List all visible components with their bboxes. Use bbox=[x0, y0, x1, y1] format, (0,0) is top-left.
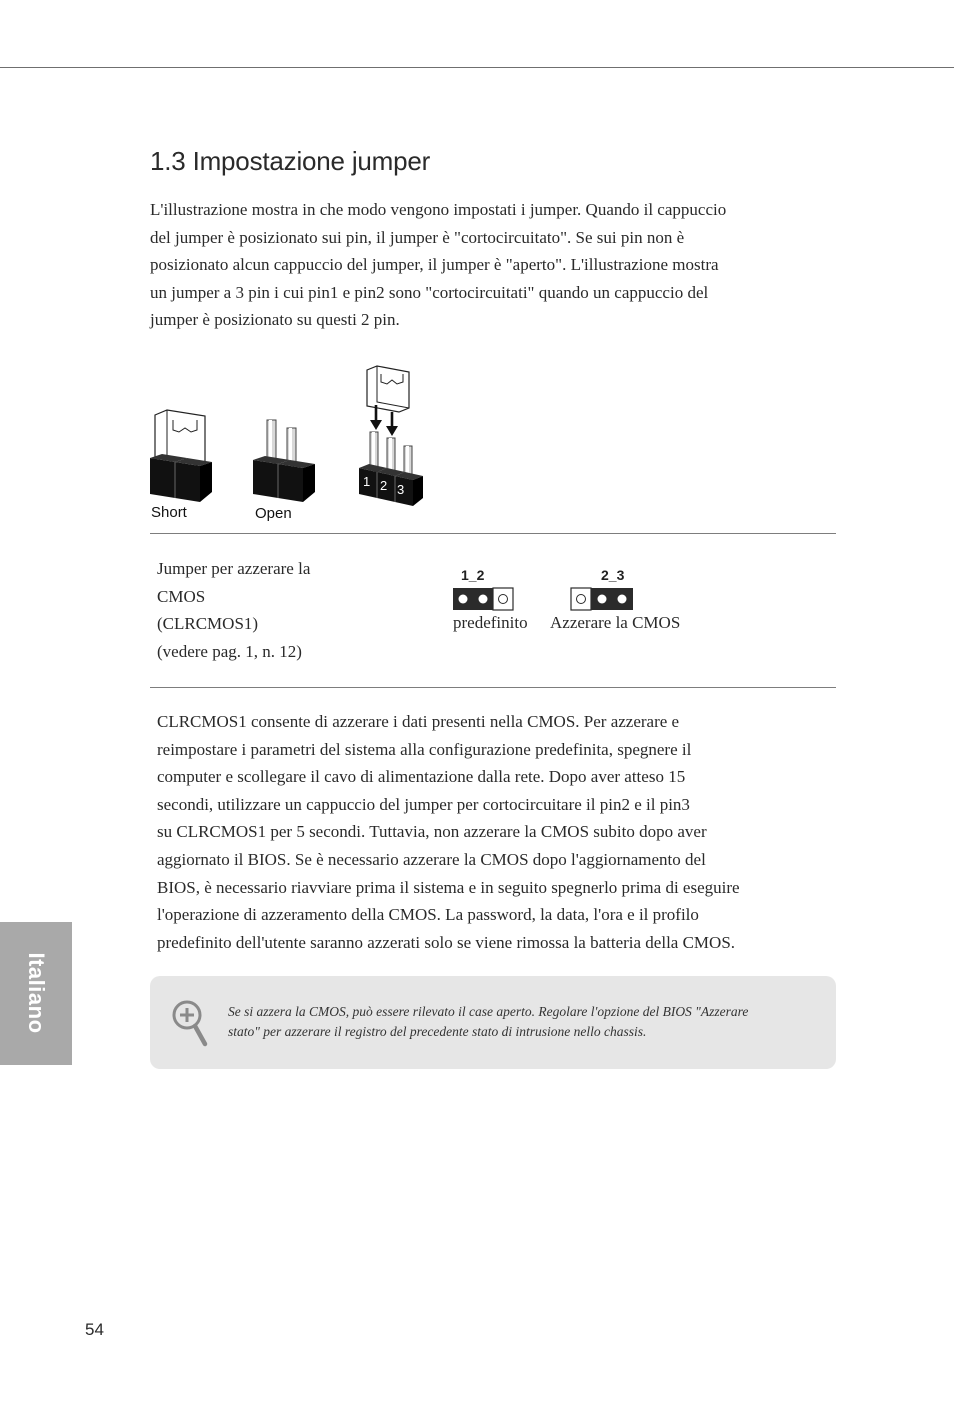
pin-shorted bbox=[598, 595, 607, 604]
body-line: l'operazione di azzeramento della CMOS. La password, la data, l'ora e il profilo bbox=[157, 905, 699, 925]
jumper-label-line: CMOS bbox=[157, 586, 206, 606]
pin-shorted bbox=[618, 595, 627, 604]
body-line: secondi, utilizzare un cappuccio del jumper per cortocircuitare il pin2 e il pin3 bbox=[157, 794, 690, 814]
pin-number-3: 3 bbox=[397, 482, 405, 497]
note-text bbox=[228, 1002, 808, 1042]
pin-title-clear-cmos: 2_3 bbox=[601, 567, 625, 583]
section-title: 1.3 Impostazione jumper bbox=[150, 146, 431, 176]
pin-diagram-clear-cmos bbox=[570, 565, 636, 613]
intro-line: jumper è posizionato su questi 2 pin. bbox=[150, 310, 400, 330]
pin-title-default: 1_2 bbox=[461, 567, 485, 583]
body-paragraph bbox=[157, 708, 797, 956]
intro-line: L'illustrazione mostra in che modo vengono impostati i jumper. Quando il cappuccio bbox=[150, 200, 727, 219]
header-rule bbox=[0, 67, 954, 68]
note-line: stato" per azzerare il registro del precedente stato di intrusione nello chassis. bbox=[228, 1024, 647, 1039]
body-line: BIOS, è necessario riavviare prima il sistema e in seguito spegnerlo prima di eseguire bbox=[157, 877, 740, 897]
jumper-description bbox=[157, 555, 407, 665]
note-line: Se si azzera la CMOS, può essere rilevato il case aperto. Regolare l'opzione del BIOS "Azzerare bbox=[228, 1004, 749, 1019]
jumper-label-line: (vedere pag. 1, n. 12) bbox=[157, 641, 302, 661]
short-label: Short bbox=[151, 504, 187, 521]
intro-paragraph bbox=[150, 196, 790, 334]
body-line: predefinito dell'utente saranno azzerati solo se viene rimossa la batteria della CMOS. bbox=[157, 932, 736, 952]
intro-line: del jumper è posizionato sui pin, il jumper è "cortocircuitato". Se sui pin non è bbox=[150, 227, 685, 247]
pin-shorted bbox=[459, 595, 468, 604]
setting-caption-clear-cmos: Azzerare la CMOS bbox=[550, 613, 681, 632]
pin-number-2: 2 bbox=[380, 478, 388, 493]
pin-number-1: 1 bbox=[363, 474, 371, 489]
open-jumper-figure bbox=[253, 420, 315, 502]
pin-open bbox=[577, 595, 586, 604]
note-box bbox=[150, 976, 836, 1069]
magnifier-plus-icon bbox=[170, 998, 210, 1048]
jumper-illustration bbox=[145, 360, 435, 530]
intro-line: un jumper a 3 pin i cui pin1 e pin2 sono "cortocircuitati" quando un cappuccio del bbox=[150, 282, 709, 302]
language-side-tab bbox=[0, 922, 72, 1065]
jumper-label-line: Jumper per azzerare la bbox=[157, 559, 311, 578]
pin-open bbox=[499, 595, 508, 604]
table-top-rule bbox=[150, 533, 836, 534]
jumper-label-line: (CLRCMOS1) bbox=[157, 614, 259, 634]
jumper-cap bbox=[591, 588, 633, 610]
body-line: su CLRCMOS1 per 5 secondi. Tuttavia, non azzerare la CMOS subito dopo aver bbox=[157, 822, 707, 842]
pin-diagram-default bbox=[452, 565, 518, 613]
intro-line: posizionato alcun cappuccio del jumper, il jumper è "aperto". L'illustrazione mostra bbox=[150, 255, 719, 275]
short-jumper-figure bbox=[150, 410, 212, 502]
table-bottom-rule bbox=[150, 687, 836, 688]
open-label: Open bbox=[255, 505, 292, 522]
body-line: reimpostare i parametri del sistema alla configurazione predefinita, spegnere il bbox=[157, 739, 692, 759]
body-line: computer e scollegare il cavo di alimentazione dalla rete. Dopo aver atteso 15 bbox=[157, 767, 686, 787]
pin-shorted bbox=[479, 595, 488, 604]
body-line: CLRCMOS1 consente di azzerare i dati presenti nella CMOS. Per azzerare e bbox=[157, 712, 680, 731]
side-tab-label: Italiano bbox=[24, 952, 49, 1034]
setting-caption-default: predefinito bbox=[453, 613, 528, 632]
page-number: 54 bbox=[85, 1320, 104, 1339]
body-line: aggiornato il BIOS. Se è necessario azzerare la CMOS dopo l'aggiornamento del bbox=[157, 849, 706, 869]
